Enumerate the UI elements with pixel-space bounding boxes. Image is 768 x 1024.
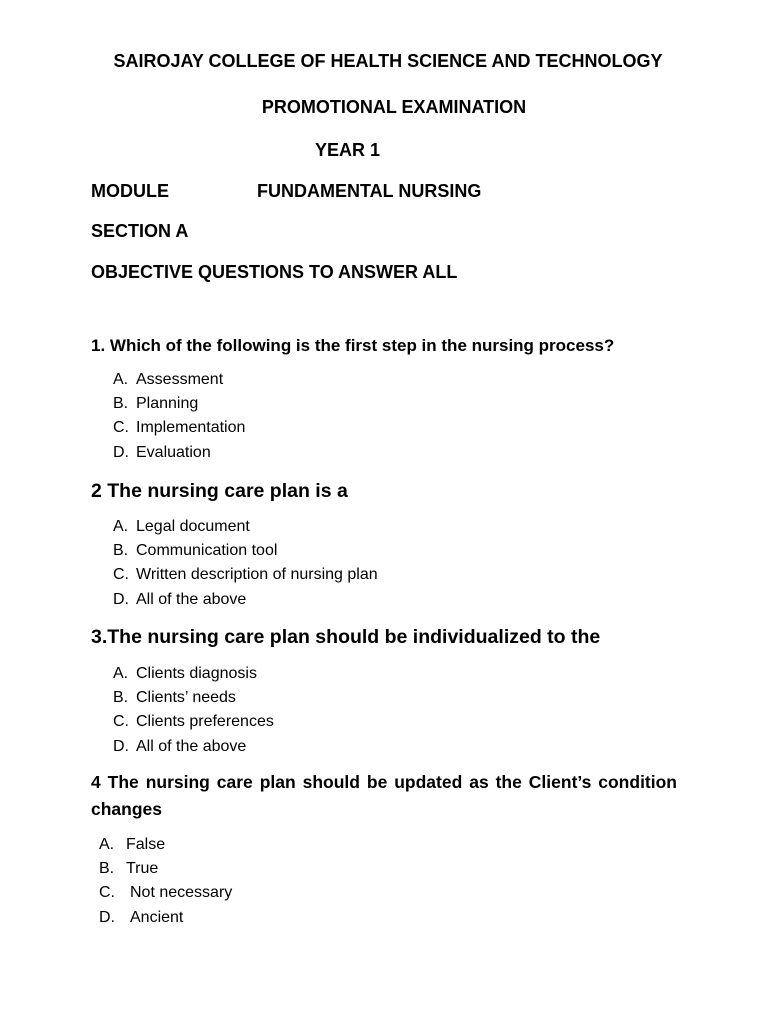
option-text: Communication tool (136, 542, 278, 560)
option (113, 394, 245, 418)
option (113, 664, 274, 688)
option-text: Not necessary (130, 884, 233, 902)
option (113, 517, 378, 541)
option-text: Evaluation (136, 443, 211, 461)
option-letter: C. (99, 884, 115, 902)
option (113, 737, 274, 761)
option-letter: D. (113, 737, 129, 755)
option-text: Implementation (136, 419, 246, 437)
option-letter: A. (113, 371, 129, 388)
option-letter: C. (113, 566, 129, 584)
option (113, 418, 245, 442)
question-1: 1. Which of the following is the first step in the nursing process? (91, 336, 615, 355)
option (113, 590, 378, 614)
option-letter: B. (113, 689, 129, 707)
option-letter: D. (113, 590, 129, 608)
option-text: Clients’ needs (136, 689, 236, 707)
option-text: Assessment (136, 371, 224, 388)
option (113, 541, 378, 565)
option-text: All of the above (136, 590, 247, 608)
option-letter: B. (99, 860, 115, 878)
option-text: Legal document (136, 518, 250, 535)
option-letter: D. (113, 443, 129, 461)
question-4-options (99, 835, 232, 932)
option-letter: B. (113, 542, 129, 560)
year-label: YEAR 1 (315, 140, 381, 160)
option-letter: D. (99, 908, 115, 926)
option-text: Ancient (130, 908, 184, 926)
option (113, 370, 245, 394)
question-1-options (113, 370, 245, 467)
question-2: 2 The nursing care plan is a (91, 480, 348, 502)
question-3-options (113, 664, 274, 761)
option-text: False (126, 836, 166, 853)
option (99, 859, 232, 883)
option (113, 712, 274, 736)
section-label: SECTION A (91, 221, 189, 241)
option (113, 565, 378, 589)
option-letter: B. (113, 395, 129, 413)
option (99, 908, 232, 932)
option (113, 688, 274, 712)
question-4: 4 The nursing care plan should be updated as the Client’s condition changes (91, 772, 677, 819)
option-text: Clients diagnosis (136, 665, 257, 682)
option-letter: A. (113, 665, 129, 682)
option-letter: C. (113, 713, 129, 731)
option (113, 443, 245, 467)
question-3: 3.The nursing care plan should be individualized to the (91, 626, 601, 648)
option (99, 835, 232, 859)
option (99, 883, 232, 907)
option-text: All of the above (136, 737, 247, 755)
option-letter: C. (113, 419, 129, 437)
question-2-options (113, 517, 378, 614)
option-letter: A. (113, 518, 129, 535)
option-text: Clients preferences (136, 713, 274, 731)
instructions-label: OBJECTIVE QUESTIONS TO ANSWER ALL (91, 262, 458, 282)
exam-title: PROMOTIONAL EXAMINATION (261, 97, 527, 117)
module-name: FUNDAMENTAL NURSING (257, 181, 482, 201)
option-text: True (126, 860, 159, 878)
college-title: SAIROJAY COLLEGE OF HEALTH SCIENCE AND TECHNOLOGY (113, 51, 663, 71)
option-text: Planning (136, 395, 199, 413)
option-letter: A. (99, 836, 115, 853)
module-label: MODULE (91, 181, 169, 201)
option-text: Written description of nursing plan (136, 566, 378, 584)
